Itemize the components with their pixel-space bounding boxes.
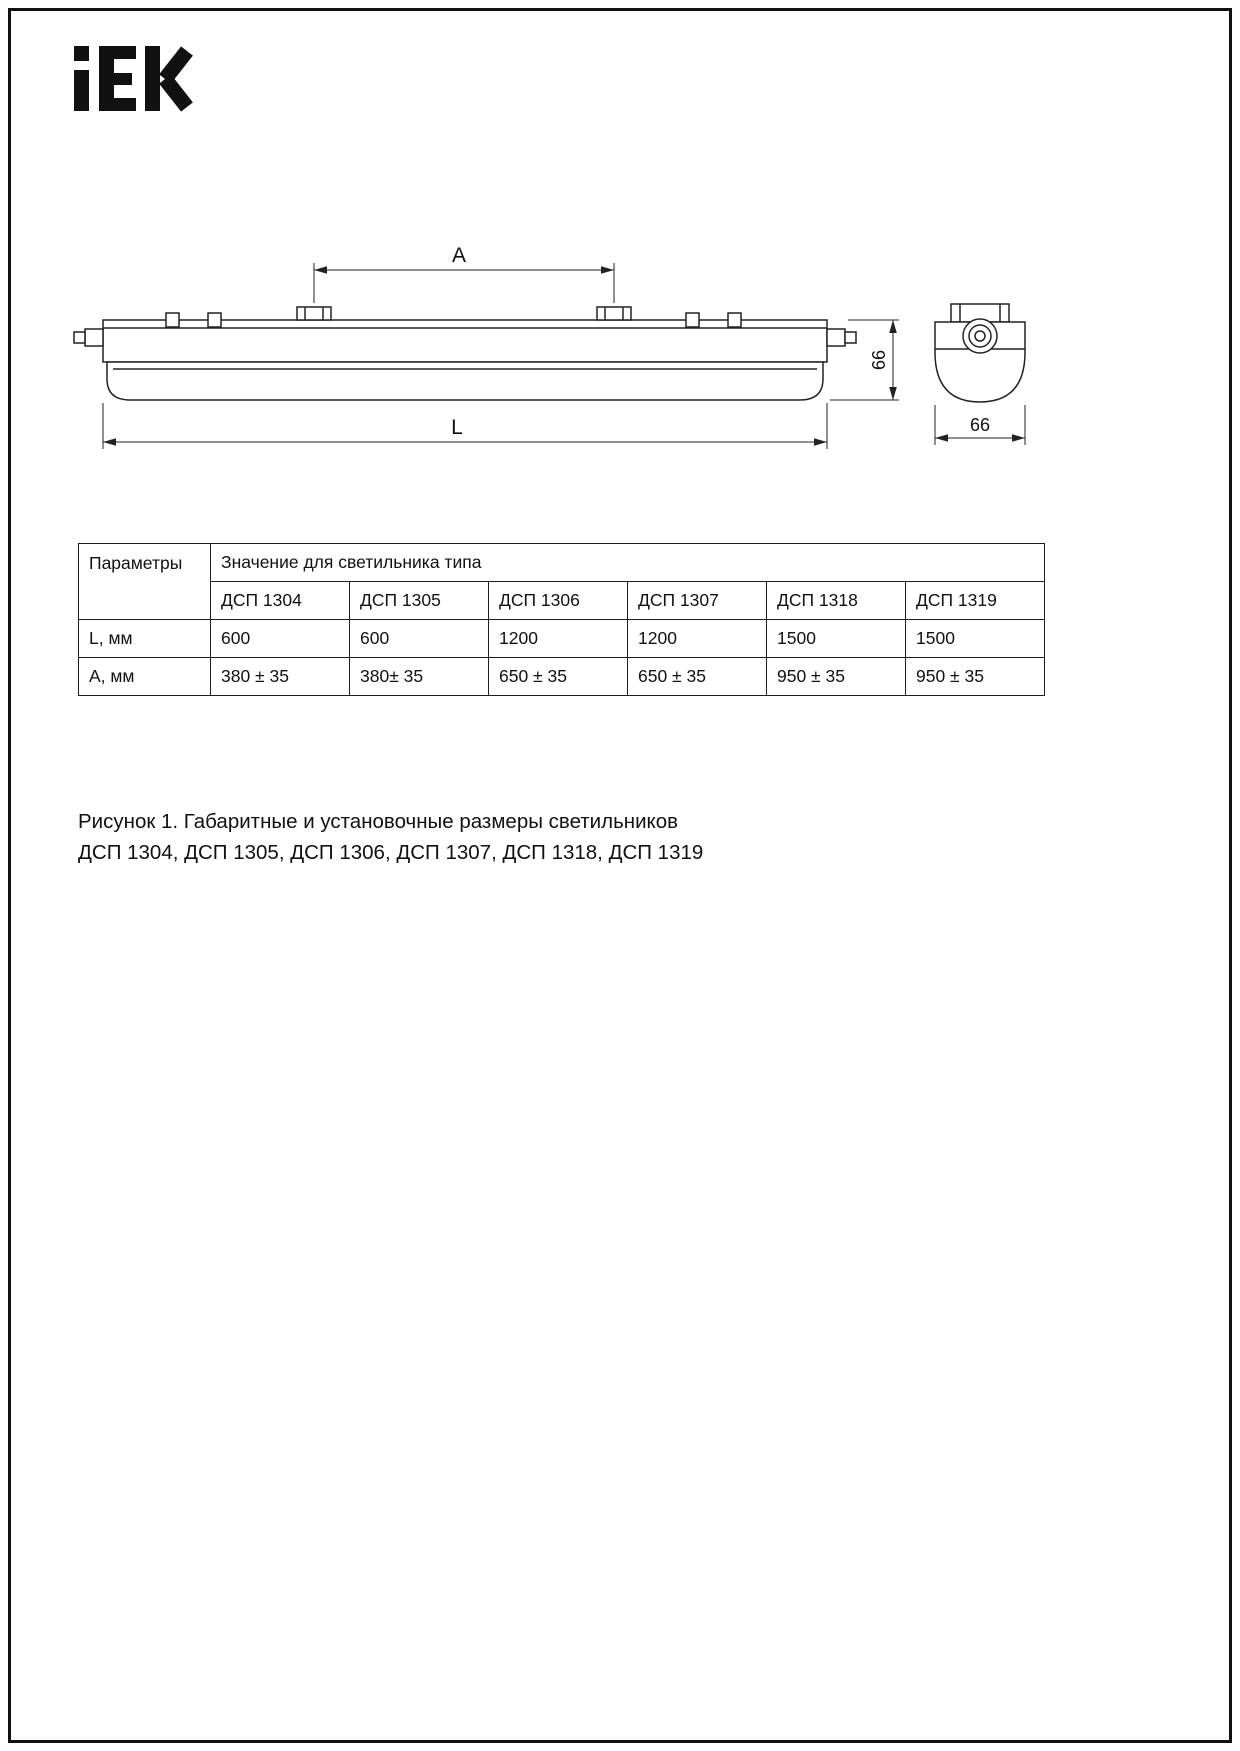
- figure-caption-line2: ДСП 1304, ДСП 1305, ДСП 1306, ДСП 1307, ДСП 1318, ДСП 1319: [78, 841, 704, 864]
- table-cell: 950 ± 35: [906, 658, 1045, 696]
- table-cell: 1500: [906, 620, 1045, 658]
- figure-caption: [78, 806, 703, 868]
- cable-gland-left: [74, 329, 103, 346]
- table-cell: 650 ± 35: [489, 658, 628, 696]
- mounting-bracket-left: [297, 307, 331, 320]
- model-header-cell: ДСП 1307: [628, 582, 767, 620]
- row-label-cell: L, мм: [79, 620, 211, 658]
- table-cell: 380 ± 35: [211, 658, 350, 696]
- model-header-cell: ДСП 1304: [211, 582, 350, 620]
- model-header-row: [79, 582, 1045, 620]
- model-header-cell: ДСП 1319: [906, 582, 1045, 620]
- table-cell: 950 ± 35: [767, 658, 906, 696]
- dimension-drawing: [0, 0, 1240, 520]
- model-header-cell: ДСП 1306: [489, 582, 628, 620]
- param-header-cell: Параметры: [79, 544, 211, 620]
- model-header-cell: ДСП 1318: [767, 582, 906, 620]
- table-header-row: [79, 544, 1045, 582]
- row-label-cell: А, мм: [79, 658, 211, 696]
- table-cell: 1500: [767, 620, 906, 658]
- dim-height-label: 66: [869, 349, 889, 371]
- luminaire-end-view: [935, 304, 1025, 402]
- table-cell: 600: [211, 620, 350, 658]
- table-cell: 380± 35: [350, 658, 489, 696]
- model-header-cell: ДСП 1305: [350, 582, 489, 620]
- dim-line-l: [103, 403, 827, 449]
- value-header-cell: Значение для светильника типа: [211, 544, 1045, 582]
- dim-line-width: [935, 405, 1025, 445]
- table-cell: 600: [350, 620, 489, 658]
- cable-gland-end-view: [963, 319, 997, 353]
- luminaire-side-view: [74, 307, 856, 400]
- table-cell: 1200: [489, 620, 628, 658]
- table-row-spacing: [79, 658, 1045, 696]
- table-cell: 1200: [628, 620, 767, 658]
- figure-caption-line1: Рисунок 1. Габаритные и установочные размеры светильников: [78, 810, 679, 833]
- table-row-length: [79, 620, 1045, 658]
- dim-l-label: L: [451, 416, 463, 439]
- mounting-bracket-right: [597, 307, 631, 320]
- spec-table: [78, 543, 1045, 696]
- dim-a-label: A: [451, 244, 467, 267]
- table-cell: 650 ± 35: [628, 658, 767, 696]
- dim-width-label: 66: [969, 415, 991, 435]
- cable-gland-right: [827, 329, 856, 346]
- dim-line-a: [314, 244, 614, 303]
